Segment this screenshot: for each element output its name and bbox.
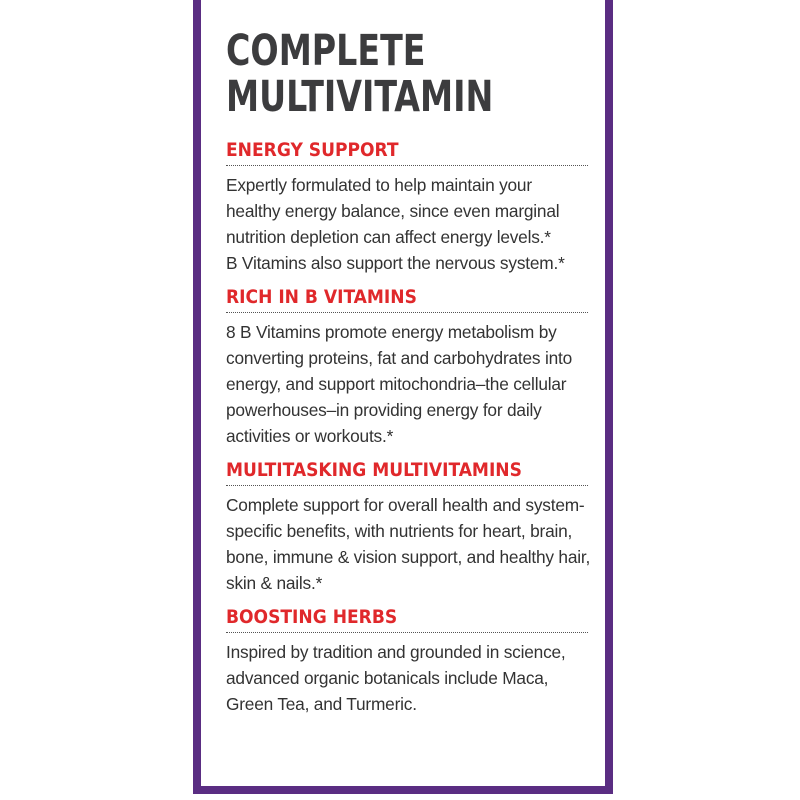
body-line: activities or workouts.* bbox=[226, 426, 394, 446]
section-heading: ENERGY SUPPORT bbox=[226, 139, 399, 161]
body-line: specific benefits, with nutrients for heart, brain, bbox=[226, 521, 573, 541]
section-heading: MULTITASKING MULTIVITAMINS bbox=[226, 459, 522, 481]
body-line: advanced organic botanicals include Maca, bbox=[226, 668, 549, 688]
body-line: bone, immune & vision support, and healthy hair, bbox=[226, 547, 591, 567]
section-body bbox=[226, 319, 588, 449]
dotted-divider bbox=[226, 485, 588, 486]
section-multitasking-multivitamins bbox=[226, 458, 591, 596]
body-line: 8 B Vitamins promote energy metabolism by bbox=[226, 322, 557, 342]
section-heading: RICH IN B VITAMINS bbox=[226, 286, 417, 308]
section-rich-in-b-vitamins bbox=[226, 285, 588, 449]
body-line: powerhouses–in providing energy for daily bbox=[226, 400, 542, 420]
body-line: nutrition depletion can affect energy levels.* bbox=[226, 227, 551, 247]
product-info-panel bbox=[193, 0, 613, 794]
body-line: healthy energy balance, since even marginal bbox=[226, 201, 560, 221]
product-title bbox=[226, 28, 537, 120]
section-body bbox=[226, 492, 591, 596]
body-line: skin & nails.* bbox=[226, 573, 323, 593]
product-title-line-2: MULTIVITAMIN bbox=[226, 72, 494, 122]
body-line: Expertly formulated to help maintain your bbox=[226, 175, 532, 195]
section-heading: BOOSTING HERBS bbox=[226, 606, 398, 628]
section-boosting-herbs bbox=[226, 605, 588, 717]
body-line: converting proteins, fat and carbohydrates into bbox=[226, 348, 573, 368]
body-line: Green Tea, and Turmeric. bbox=[226, 694, 417, 714]
body-line: energy, and support mitochondria–the cellular bbox=[226, 374, 567, 394]
panel-content bbox=[226, 26, 591, 717]
section-energy-support bbox=[226, 138, 588, 276]
dotted-divider bbox=[226, 632, 588, 633]
body-line: Complete support for overall health and system- bbox=[226, 495, 585, 515]
section-body bbox=[226, 172, 588, 276]
dotted-divider bbox=[226, 312, 588, 313]
section-body bbox=[226, 639, 588, 717]
product-title-line-1: COMPLETE bbox=[226, 26, 426, 76]
body-line: B Vitamins also support the nervous system.* bbox=[226, 253, 565, 273]
body-line: Inspired by tradition and grounded in science, bbox=[226, 642, 566, 662]
dotted-divider bbox=[226, 165, 588, 166]
